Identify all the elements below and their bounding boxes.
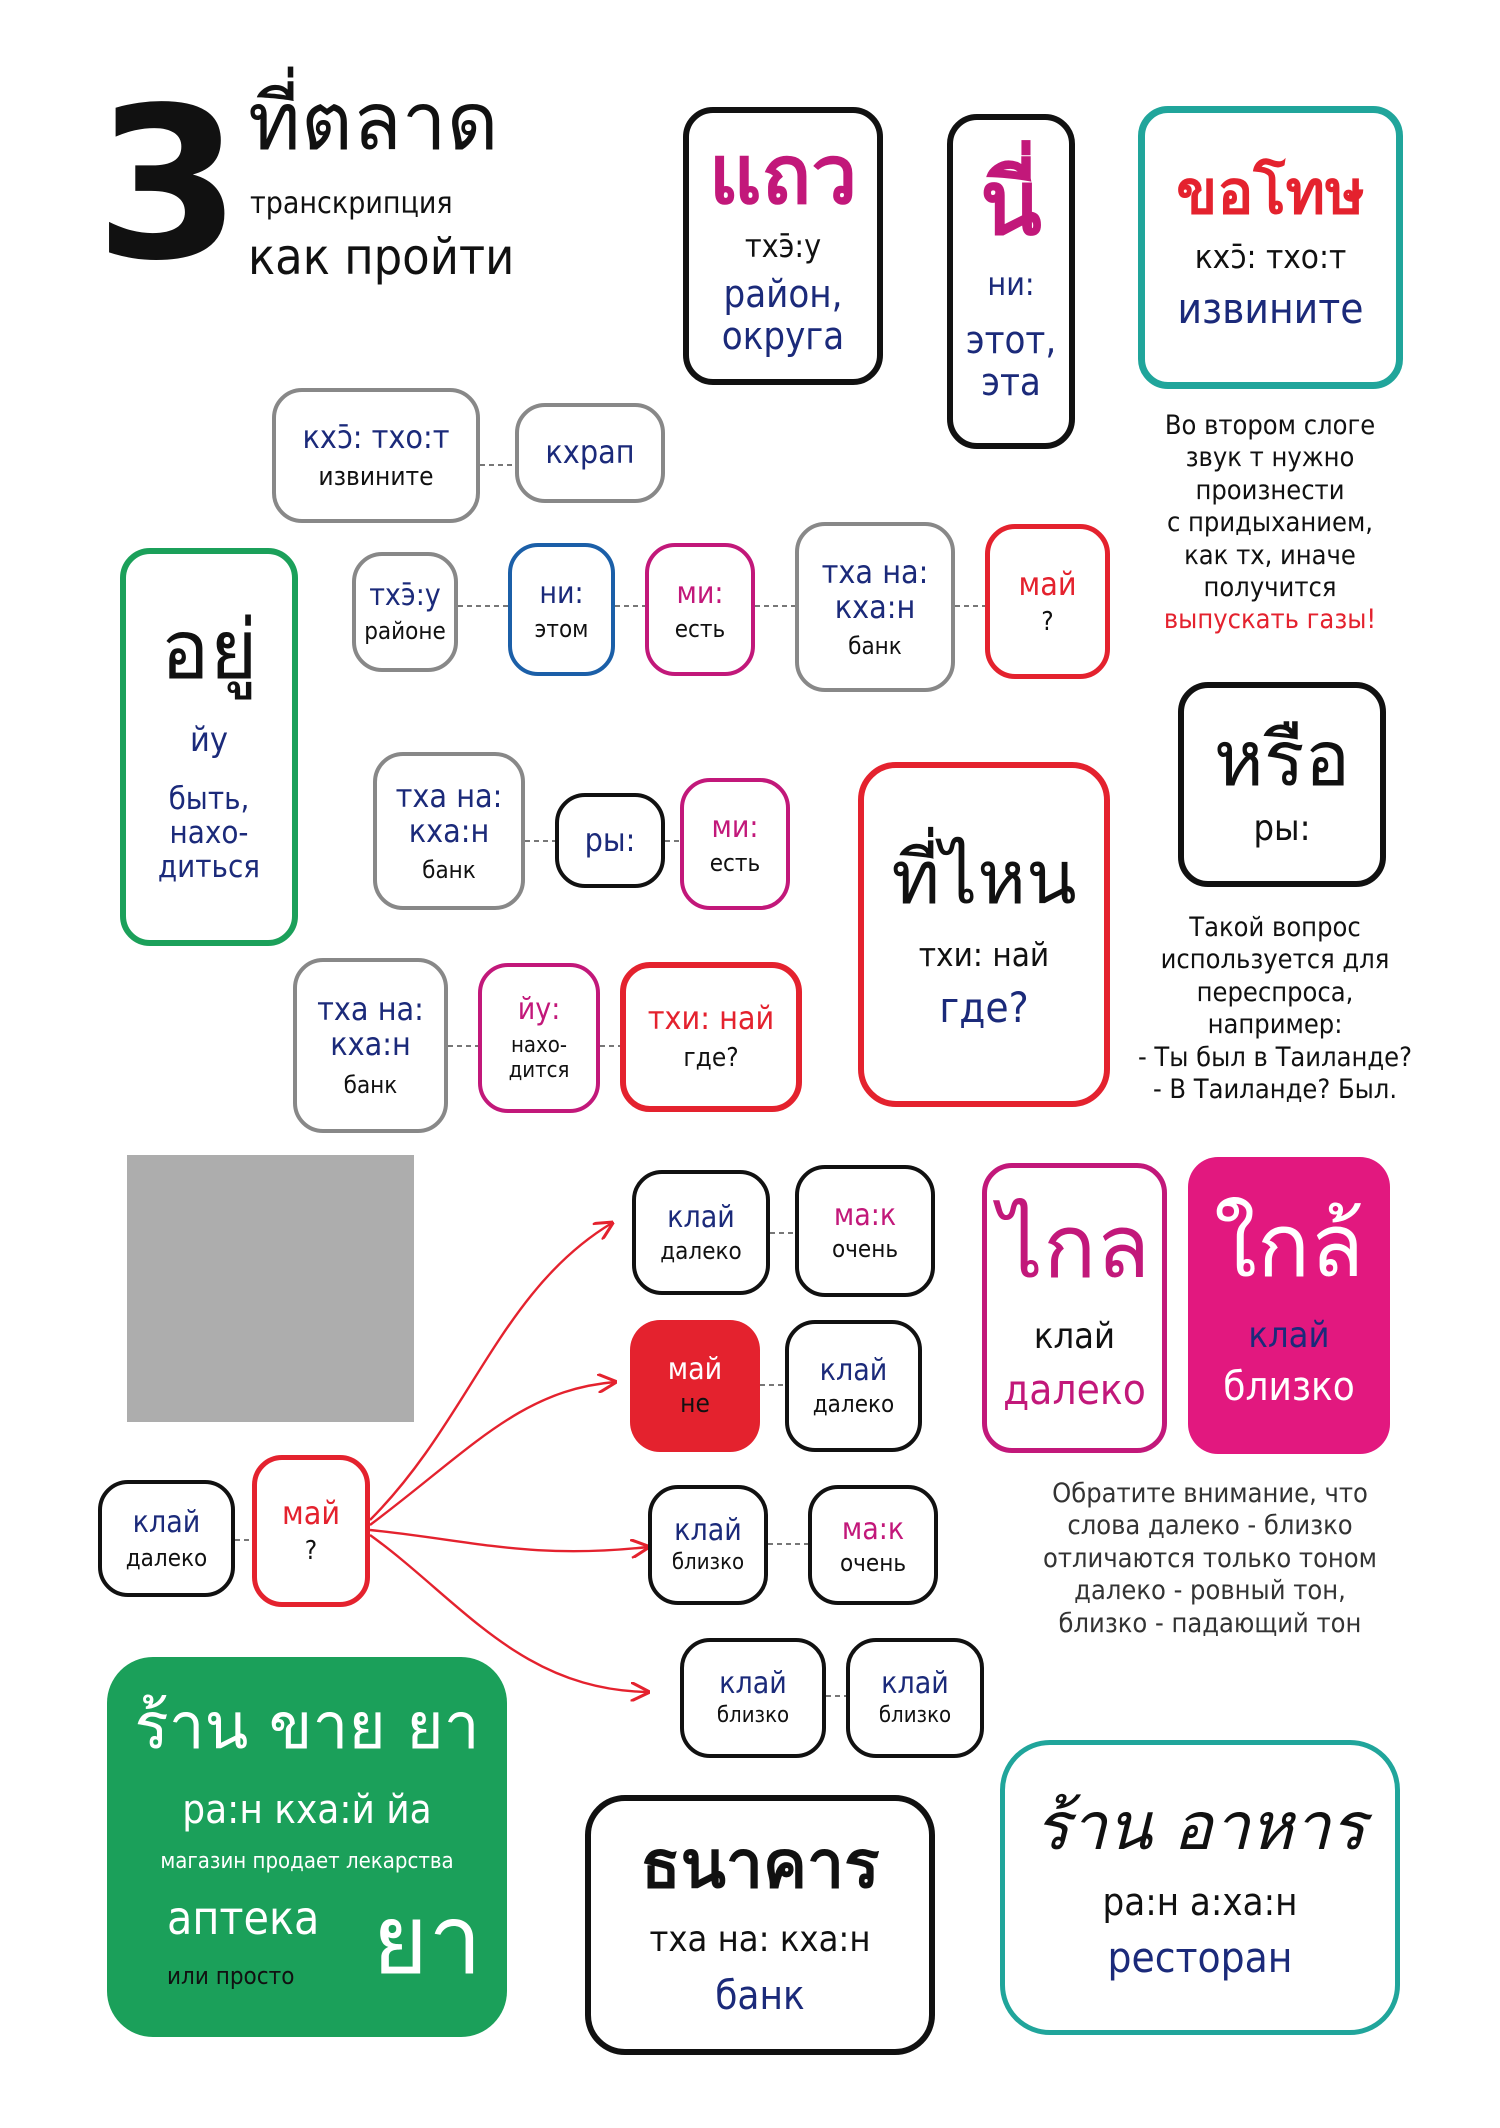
card-near xyxy=(1188,1157,1390,1454)
branch4-word xyxy=(680,1638,826,1758)
card-ry-translit: ры: xyxy=(1253,807,1311,849)
card-thaeu xyxy=(683,107,883,385)
card-where-thai: ที่ไหน xyxy=(891,834,1077,921)
phrase4-meaning: банк xyxy=(343,1071,398,1100)
branch1-translit: клай xyxy=(667,1199,735,1235)
card-ni xyxy=(947,114,1075,449)
phrase4-word xyxy=(293,958,448,1133)
note-ry xyxy=(1115,912,1435,1106)
card-yu-meaning: быть, нахо-диться xyxy=(157,780,261,885)
card-khothot-translit: кхɔ̄: тхо:т xyxy=(1194,237,1347,277)
note-tone xyxy=(1000,1478,1420,1640)
card-thaeu-thai: แถว xyxy=(708,127,858,223)
branch1-meaning: очень xyxy=(831,1235,899,1264)
tree-root-meaning: ? xyxy=(304,1536,318,1567)
phrase2-meaning: этом xyxy=(534,614,589,643)
phrase1-word xyxy=(272,388,480,523)
branch3-translit: ма:к xyxy=(841,1512,905,1548)
card-thaeu-translit: тхэ̄:у xyxy=(744,226,822,265)
phrase1-word xyxy=(515,403,665,503)
branch4-meaning: близко xyxy=(716,1703,790,1729)
note-ry-line: например: xyxy=(1207,1009,1343,1041)
phrase2-translit: тха на: кха:н xyxy=(821,552,929,626)
phrase2-word xyxy=(352,552,458,672)
card-ry-thai: หรือ xyxy=(1213,713,1351,803)
branch4-meaning: близко xyxy=(878,1703,952,1729)
phrase3-word xyxy=(680,778,790,910)
tree-root-translit: май xyxy=(281,1494,341,1533)
note-aspiration-line: Во втором слоге xyxy=(1164,410,1376,441)
tree-root-word xyxy=(252,1455,370,1607)
card-ni-thai: นี่ xyxy=(980,151,1042,257)
card-yu-translit: йу xyxy=(190,720,228,761)
lesson-title-ru: как пройти xyxy=(248,228,515,286)
card-khothot xyxy=(1138,106,1403,389)
phrase2-word xyxy=(508,543,615,676)
phrase3-meaning: банк xyxy=(422,855,476,884)
card-near-thai: ใกล้ xyxy=(1213,1193,1365,1297)
note-aspiration-line: произнести xyxy=(1195,474,1345,506)
card-near-translit: клай xyxy=(1248,1314,1330,1356)
note-aspiration-line: с придыханием, xyxy=(1166,507,1374,539)
card-khothot-thai: ขอโทษ xyxy=(1176,158,1365,229)
branch2-word xyxy=(785,1320,922,1452)
card-where-translit: тхи: най xyxy=(918,934,1050,974)
phrase3-word xyxy=(555,793,665,888)
branch2-meaning: далеко xyxy=(812,1390,895,1419)
phrase3-word xyxy=(373,752,525,910)
card-restaurant-thai: ร้าน อาหาร xyxy=(1034,1787,1366,1865)
card-restaurant xyxy=(1000,1740,1400,2035)
card-where xyxy=(858,762,1110,1107)
phrase2-translit: ни: xyxy=(539,575,584,611)
branch1-word xyxy=(632,1170,770,1295)
phrase3-translit: ры: xyxy=(584,820,636,859)
phrase4-meaning: нахо-дится xyxy=(508,1033,570,1083)
card-restaurant-translit: ра:н а:ха:н xyxy=(1102,1879,1298,1924)
phrase3-translit: ми: xyxy=(711,810,759,846)
card-yu-thai: อยู่ xyxy=(160,603,258,699)
pharmacy-thai: ร้าน ขาย ยา xyxy=(134,1690,480,1764)
phrase1-meaning: извините xyxy=(318,461,434,492)
tree-root-meaning: далеко xyxy=(125,1543,208,1572)
pharmacy-label: аптека xyxy=(167,1891,320,1945)
phrase2-translit: ми: xyxy=(676,575,724,611)
note-ry-line: - В Таиланде? Был. xyxy=(1152,1073,1398,1105)
pharmacy-label-or: или просто xyxy=(167,1962,295,1990)
note-ry-line: используется для xyxy=(1160,944,1390,976)
pharmacy-meaning: магазин продает лекарства xyxy=(160,1849,454,1874)
note-aspiration xyxy=(1120,410,1420,637)
note-tone-line: отличаются только тоном xyxy=(1043,1542,1377,1574)
card-bank xyxy=(585,1795,935,2055)
branch3-meaning: очень xyxy=(839,1549,907,1578)
branch1-word xyxy=(795,1165,935,1297)
branch4-translit: клай xyxy=(719,1666,787,1702)
note-tone-line: далеко - ровный тон, xyxy=(1074,1575,1346,1607)
pharmacy-translit: ра:н кха:й йа xyxy=(182,1787,432,1833)
phrase2-meaning: банк xyxy=(848,631,902,660)
branch1-translit: ма:к xyxy=(833,1198,897,1234)
phrase3-translit: тха на: кха:н xyxy=(395,776,503,850)
card-restaurant-meaning: ресторан xyxy=(1107,1933,1293,1983)
phrase4-word xyxy=(620,962,802,1112)
card-ni-meaning: этот, эта xyxy=(965,318,1057,405)
phrase4-meaning: где? xyxy=(683,1043,739,1074)
card-far-meaning: далеко xyxy=(1003,1364,1146,1414)
note-tone-line: слова далеко - близко xyxy=(1067,1510,1353,1542)
branch2-translit: клай xyxy=(819,1353,888,1389)
branch3-word xyxy=(648,1485,768,1605)
lesson-number: 3 xyxy=(95,62,242,307)
pharmacy-thai-short: ยา xyxy=(372,1884,483,1996)
note-aspiration-line: выпускать газы! xyxy=(1163,604,1377,636)
image-placeholder xyxy=(127,1155,414,1422)
branch1-meaning: далеко xyxy=(660,1236,742,1265)
phrase3-meaning: есть xyxy=(709,849,761,878)
card-far-translit: клай xyxy=(1033,1316,1116,1358)
phrase4-translit: тхи: най xyxy=(647,999,775,1038)
phrase4-translit: тха на: кха:н xyxy=(317,990,424,1064)
branch2-meaning: не xyxy=(680,1389,710,1420)
card-khothot-meaning: извините xyxy=(1177,283,1364,333)
phrase2-word xyxy=(645,543,755,676)
card-ry xyxy=(1178,682,1386,887)
card-where-meaning: где? xyxy=(939,983,1029,1033)
phrase2-meaning: есть xyxy=(674,614,726,643)
branch3-word xyxy=(808,1485,938,1605)
phrase2-word xyxy=(985,524,1110,679)
branch4-translit: клай xyxy=(881,1666,949,1702)
phrase2-translit: май xyxy=(1018,564,1077,603)
note-tone-line: Обратите внимание, что xyxy=(1052,1478,1368,1509)
branch2-word xyxy=(630,1320,760,1452)
card-pharmacy xyxy=(107,1657,507,2037)
phrase2-word xyxy=(795,522,955,692)
phrase1-translit: кхрап xyxy=(545,433,635,472)
note-ry-line: - Ты был в Таиланде? xyxy=(1137,1041,1413,1073)
lesson-title-thai: ที่ตลาด xyxy=(248,75,499,168)
note-aspiration-line: звук т нужно xyxy=(1185,442,1355,474)
card-thaeu-meaning: район, округа xyxy=(721,271,845,358)
card-far xyxy=(982,1163,1167,1453)
card-yu xyxy=(120,548,298,946)
card-bank-meaning: банк xyxy=(715,1972,805,2019)
branch3-meaning: близко xyxy=(671,1550,745,1576)
phrase2-meaning: районе xyxy=(364,617,446,646)
note-aspiration-line: как тх, иначе xyxy=(1184,539,1356,571)
tree-root-translit: клай xyxy=(132,1504,201,1540)
note-ry-line: Такой вопрос xyxy=(1189,912,1361,943)
note-aspiration-line: получится xyxy=(1203,571,1337,603)
card-near-meaning: близко xyxy=(1223,1364,1355,1411)
card-far-thai: ไกล xyxy=(998,1195,1151,1299)
branch3-translit: клай xyxy=(674,1513,742,1549)
tree-root-word xyxy=(98,1480,235,1597)
phrase1-translit: кхɔ̄: тхо:т xyxy=(302,417,450,456)
branch4-word xyxy=(846,1638,984,1758)
note-ry-line: переспроса, xyxy=(1196,976,1354,1008)
card-bank-thai: ธนาคาร xyxy=(640,1826,880,1904)
card-bank-translit: тха на: кха:н xyxy=(649,1919,871,1961)
phrase4-translit: йу: xyxy=(517,992,561,1028)
card-ni-translit: ни: xyxy=(987,265,1035,304)
branch2-translit: май xyxy=(667,1352,723,1388)
phrase2-translit: тхэ̄:у xyxy=(369,578,441,614)
phrase4-word xyxy=(478,963,600,1113)
lesson-subtitle: транскрипция xyxy=(250,186,453,221)
note-tone-line: близко - падающий тон xyxy=(1058,1607,1362,1639)
phrase2-meaning: ? xyxy=(1041,606,1054,637)
